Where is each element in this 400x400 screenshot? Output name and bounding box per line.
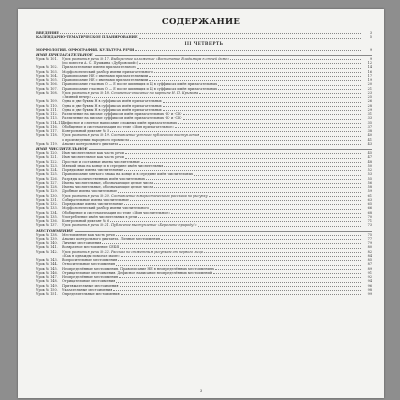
lesson-page: 85 <box>367 258 372 262</box>
lesson-title: Правописание НЕ с именами прилагательными <box>62 78 149 82</box>
lesson-page: 37 <box>367 124 372 129</box>
lesson-number: Урок № 151. <box>36 292 58 296</box>
page-number: 3 <box>199 388 203 393</box>
lesson-page: 50 <box>367 163 372 168</box>
dot-leader <box>164 166 361 167</box>
lesson-title: Относительные местоимения <box>62 262 116 267</box>
dot-leader <box>146 179 361 180</box>
lesson-page: 45 <box>367 151 372 155</box>
lesson-page: 28 <box>367 103 372 108</box>
lesson-title: Вопросительные местоимения <box>62 258 118 262</box>
lesson-number: Урок № 101. <box>36 56 58 61</box>
dot-leader <box>163 106 361 107</box>
dot-leader <box>204 252 361 253</box>
dot-leader <box>199 93 361 94</box>
section-heading-text: ИМЯ ПРИЛАГАТЕЛЬНОЕ <box>36 51 93 57</box>
dot-leader <box>60 33 361 34</box>
lesson-title: Разряды количественных имён числительных <box>62 176 145 181</box>
lesson-number: Урок № 103. <box>36 69 58 74</box>
lesson-title: Имена числительные, обозначающие целые числа <box>62 180 154 185</box>
lesson-title: Местоимение как часть речи <box>62 232 115 237</box>
lesson-page: 9 <box>369 56 372 61</box>
toc-entry-page: 5 <box>369 35 372 40</box>
dot-leader <box>218 89 361 90</box>
lesson-page: 14 <box>367 65 372 70</box>
lesson-page: 96 <box>367 283 372 288</box>
lesson-page: 47 <box>367 155 372 160</box>
dot-leader <box>130 140 361 141</box>
dot-leader <box>163 102 361 103</box>
dot-leader <box>116 282 361 283</box>
dot-leader <box>150 209 361 210</box>
lesson-page: 21 <box>367 86 372 91</box>
lesson-title: Отрицательные местоимения <box>62 279 116 284</box>
lesson-title: Урок развития речи № 18. Сочинение-описание по картине Н. П. Крымова <box>62 90 199 95</box>
lesson-page: 33 <box>367 116 372 121</box>
lesson-title: Контрольный диктант № 6 <box>62 219 110 223</box>
heading-rule <box>89 149 372 150</box>
lesson-page: 20 <box>367 82 372 87</box>
lesson-number: Урок № 135. <box>36 214 58 219</box>
lesson-page: 43 <box>367 141 372 146</box>
lesson-title: Неопределённые местоимения <box>62 275 119 279</box>
lesson-title: Порядковые имена числительные <box>62 202 124 206</box>
lesson-title: Правописание мягкого знака на конце и в середине имён числительных <box>62 172 194 177</box>
lesson-title: Урок развития речи № 19. Составление устного публичного выступления <box>62 133 200 138</box>
lesson-page: 73 <box>367 223 372 228</box>
lesson-number: Урок № 118. <box>36 133 58 138</box>
dot-leader <box>154 187 361 188</box>
lesson-number: Урок № 116. <box>36 124 58 129</box>
lesson-page: 19 <box>367 78 372 82</box>
dot-leader <box>194 175 361 176</box>
dot-leader <box>183 119 361 120</box>
dot-leader <box>230 59 361 60</box>
dot-leader <box>154 72 361 73</box>
dot-leader <box>119 144 361 145</box>
dot-leader <box>125 158 361 159</box>
lesson-number: Урок № 137. <box>36 223 58 228</box>
lesson-title: (по повести А. С. Пушкина «Дубровский») <box>62 61 139 65</box>
lesson-page: 68 <box>367 210 372 215</box>
lesson-title: Отрицательные местоимения. Дефисное написание неопределённых местоимений <box>62 270 213 275</box>
lesson-page: 12 <box>367 61 372 65</box>
lesson-title: Дробные имена числительные <box>62 189 117 194</box>
lesson-page: 38 <box>367 129 372 133</box>
dot-leader <box>119 277 361 278</box>
lesson-number: Урок № 110. <box>36 103 58 108</box>
lesson-title: Правописание НЕ с именами прилагательными <box>62 73 149 78</box>
lesson-number: Урок № 140. <box>36 241 58 245</box>
lesson-number: Урок № 128. <box>36 185 58 189</box>
lesson-number: Урок № 129. <box>36 189 58 194</box>
lesson-page: 61 <box>367 193 372 198</box>
dot-leader <box>124 170 361 171</box>
lesson-title: Порядковые имена числительные <box>62 168 124 172</box>
lesson-title: Одна и две буквы Н в суффиксах имён прилагательных <box>62 99 162 104</box>
lesson-number: Урок № 144. <box>36 262 58 267</box>
section-heading-text: МЕСТОИМЕНИЕ <box>36 227 74 233</box>
lesson-title: Различение на письме суффиксов имён прилагательных -К- и -СК- <box>62 112 182 116</box>
page-title: СОДЕРЖАНИЕ <box>161 17 241 27</box>
lesson-title: Указательные местоимения <box>62 287 113 292</box>
lesson-page: 99 <box>367 292 372 296</box>
lesson-page: 89 <box>367 266 372 271</box>
lesson-number: Урок № 120. <box>36 151 58 155</box>
lesson-title: Морфологический разбор имени прилагательного <box>62 69 154 74</box>
dot-leader <box>141 162 361 163</box>
lesson-title: Обобщение и систематизация по теме «Имя числительное» <box>62 210 171 215</box>
lesson-number: Урок № 132. <box>36 202 58 206</box>
dot-leader <box>120 286 362 287</box>
toc-entry-text: ВВЕДЕНИЕ <box>36 31 59 35</box>
lesson-number: Урок № 113. <box>36 116 58 121</box>
dot-leader <box>215 269 361 270</box>
lesson-number: Урок № 138. <box>36 232 58 237</box>
lesson-number: Урок № 111. <box>36 107 58 112</box>
lesson-number: Урок № 126. <box>36 176 58 181</box>
lesson-title: о произведении народного промысла <box>62 137 130 142</box>
lesson-number: Урок № 114–115. <box>36 120 66 125</box>
lesson-page: 77 <box>367 236 372 241</box>
dot-leader <box>121 256 361 257</box>
lesson-title: «Как я однажды помогал маме» <box>62 253 120 258</box>
lesson-number: Урок № 104. <box>36 73 58 78</box>
lesson-title: Мягкий знак на конце и в середине имён числительных <box>62 163 164 168</box>
lesson-number: Урок № 130. <box>36 193 58 198</box>
lesson-page: 40 <box>367 133 372 138</box>
lesson-number: Урок № 147. <box>36 275 58 279</box>
lesson-page: 63 <box>367 197 372 202</box>
dot-leader <box>116 265 361 266</box>
table-of-contents <box>36 31 372 382</box>
dot-leader <box>137 68 361 69</box>
dot-leader <box>200 136 361 137</box>
heading-rule <box>95 55 372 56</box>
dot-leader <box>154 183 361 184</box>
lesson-number: Урок № 139. <box>36 236 58 241</box>
heading-rule <box>75 231 372 232</box>
lesson-number: Урок № 108. <box>36 90 58 95</box>
lesson-title: Правописание гласных О — Ё после шипящих и Ц в суффиксах имён прилагательных <box>62 86 217 91</box>
lesson-page: 52 <box>367 168 372 172</box>
lesson-page: 56 <box>367 180 372 185</box>
lesson-number: Урок № 142. <box>36 249 58 254</box>
lesson-page: 80 <box>367 245 372 250</box>
dot-leader <box>118 260 361 261</box>
lesson-page: 41 <box>367 137 372 142</box>
lesson-title: Простые и составные имена числительные <box>62 159 140 164</box>
dot-leader <box>124 204 361 205</box>
lesson-title: Урок развития речи № 21. Публичное выступление «Берегите природу!» <box>62 223 197 228</box>
lesson-title: Притяжательные местоимения <box>62 283 119 288</box>
lesson-title: Собирательные имена числительные <box>62 197 129 202</box>
lesson-title: Прилагательные имени прилагательного <box>62 65 137 70</box>
lesson-number: Урок № 146. <box>36 270 58 275</box>
lesson-number: Урок № 119. <box>36 141 58 146</box>
lesson-page: 53 <box>367 172 372 177</box>
lesson-number: Урок № 133. <box>36 206 58 211</box>
lesson-number: Урок № 141. <box>36 245 58 250</box>
lesson-number: Урок № 124. <box>36 168 58 172</box>
dot-leader <box>120 248 361 249</box>
lesson-page: 29 <box>367 107 372 112</box>
toc-entry-text: КАЛЕНДАРНО-ТЕМАТИЧЕСКОЕ ПЛАНИРОВАНИЕ <box>36 35 138 40</box>
toc-entry-page: 9 <box>369 47 372 52</box>
dot-leader <box>102 243 361 244</box>
lesson-number: Урок № 112. <box>36 112 58 116</box>
lesson-number: Урок № 149. <box>36 283 58 288</box>
lesson-page: 98 <box>367 287 372 292</box>
lesson-title: Контрольный диктант № 5 <box>62 129 110 133</box>
lesson-number: Урок № 143. <box>36 258 58 262</box>
lesson-page: 16 <box>367 69 372 74</box>
lesson-page: 71 <box>367 219 372 223</box>
dot-leader <box>121 294 361 295</box>
dot-leader <box>149 80 361 81</box>
lesson-page: 59 <box>367 189 372 194</box>
lesson-title: Возвратное местоимение СЕБЯ <box>62 245 120 250</box>
lesson-title: Имя числительное как часть речи <box>62 151 124 155</box>
lesson-number: Урок № 125. <box>36 172 58 177</box>
lesson-title: Личные местоимения <box>62 241 102 245</box>
dot-leader <box>183 114 361 115</box>
lesson-title: Имена числительные, обозначающие целые числа <box>62 185 154 189</box>
dot-leader <box>125 153 361 154</box>
dot-leader <box>135 50 361 51</box>
lesson-title: Дефисное и слитное написание сложных имён прилагательных <box>62 120 178 125</box>
dot-leader <box>175 127 361 128</box>
toc-entry-text: МОРФОЛОГИЯ. ОРФОГРАФИЯ. КУЛЬТУРА РЕЧИ <box>36 47 135 52</box>
lesson-title: Анализ контрольного диктанта <box>62 141 119 146</box>
lesson-title: Употребление имён числительных в речи <box>62 214 138 219</box>
lesson-title: Неопределённые местоимения. Правописание НЕ в неопределённых местоимениях <box>62 266 214 271</box>
lesson-page: 84 <box>367 253 372 258</box>
lesson-title: Одна и две буквы Н в суффиксах имён прилагательных <box>62 107 162 112</box>
lesson-page: 48 <box>367 159 372 164</box>
lesson-number: Урок № 121. <box>36 155 58 160</box>
lesson-number: Урок № 107. <box>36 86 58 91</box>
lesson-page: 17 <box>367 73 372 78</box>
lesson-page: 58 <box>367 185 372 189</box>
lesson-number: Урок № 123. <box>36 163 58 168</box>
dot-leader <box>138 217 361 218</box>
dot-leader <box>139 63 361 64</box>
lesson-title: Определительные местоимения <box>62 292 120 296</box>
lesson-number: Урок № 102. <box>36 65 58 70</box>
lesson-number: Урок № 122. <box>36 159 58 164</box>
lesson-title: Урок развития речи № 17. Выборочное изложение «Воспитание Владимира в отчей доме» <box>62 56 230 61</box>
quarter-heading: III ЧЕТВЕРТЬ <box>184 40 224 46</box>
dot-leader <box>149 76 361 77</box>
lesson-page: 66 <box>367 206 372 211</box>
lesson-title: «Зимний вечер» <box>62 95 92 99</box>
lesson-row <box>36 292 372 296</box>
dot-leader <box>92 97 361 98</box>
lesson-number: Урок № 117. <box>36 129 58 133</box>
lesson-title: Одна и две буквы Н в суффиксах имён прилагательных <box>62 103 162 108</box>
lesson-page: 31 <box>367 112 372 116</box>
lesson-page: 65 <box>367 202 372 206</box>
lesson-page: 26 <box>367 99 372 104</box>
lesson-number: Урок № 131. <box>36 197 58 202</box>
lesson-page: 92 <box>367 275 372 279</box>
lesson-title: Морфологический разбор имени числительного <box>62 206 150 211</box>
lesson-number: Урок № 127. <box>36 180 58 185</box>
dot-leader <box>118 192 361 193</box>
dot-leader <box>163 110 361 111</box>
lesson-number: Урок № 136. <box>36 219 58 223</box>
dot-leader <box>110 221 361 222</box>
lesson-number: Урок № 150. <box>36 287 58 292</box>
lesson-number: Урок № 109. <box>36 99 58 104</box>
dot-leader <box>171 213 361 214</box>
dot-leader <box>218 85 361 86</box>
toc-entry-page: 3 <box>369 31 372 35</box>
lesson-number: Урок № 105. <box>36 78 58 82</box>
dot-leader <box>209 196 361 197</box>
dot-leader <box>178 123 361 124</box>
lesson-page: 23 <box>367 90 372 95</box>
lesson-page: 75 <box>367 232 372 237</box>
lesson-title: Правописание гласных О — Ё после шипящих и Ц в суффиксах имён прилагательных <box>62 82 217 87</box>
dot-leader <box>139 38 361 39</box>
lesson-page: 82 <box>367 249 372 254</box>
lesson-page: 25 <box>367 95 372 99</box>
lesson-number: Урок № 106. <box>36 82 58 87</box>
lesson-title: Обобщение и систематизация по теме «Имя прилагательное» <box>62 124 175 129</box>
lesson-title: Имя числительное как часть речи <box>62 155 124 160</box>
lesson-title: Анализ контрольного диктанта. Личные местоимения <box>62 236 160 241</box>
dot-leader <box>161 239 361 240</box>
lesson-title: Урок развития речи № 22. Рассказ по сюжетным рисункам от первого лица <box>62 249 203 254</box>
lesson-page: 87 <box>367 262 372 267</box>
document-page <box>18 9 384 398</box>
adjective-lessons <box>36 57 372 146</box>
lesson-page: 79 <box>367 241 372 245</box>
lesson-page: 35 <box>367 120 372 125</box>
numeral-lessons <box>36 151 372 228</box>
lesson-page: 55 <box>367 176 372 181</box>
dot-leader <box>113 290 361 291</box>
lesson-number: Урок № 148. <box>36 279 58 284</box>
pronoun-lessons <box>36 233 372 297</box>
dot-leader <box>130 200 361 201</box>
dot-leader <box>110 131 361 132</box>
lesson-page: 91 <box>367 270 372 275</box>
lesson-number: Урок № 145. <box>36 266 58 271</box>
section-heading-text: ИМЯ ЧИСЛИТЕЛЬНОЕ <box>36 146 88 151</box>
dot-leader <box>213 273 361 274</box>
lesson-page: 94 <box>367 279 372 284</box>
lesson-title: Различение на письме суффиксов имён прилагательных -К- и -СК- <box>62 116 182 121</box>
dot-leader <box>198 226 361 227</box>
dot-leader <box>116 235 361 236</box>
lesson-number: Урок № 134. <box>36 210 58 215</box>
lesson-page: 70 <box>367 214 372 219</box>
lesson-title: Урок развития речи № 20. Составление юмористического рассказа по рисунку <box>62 193 208 198</box>
